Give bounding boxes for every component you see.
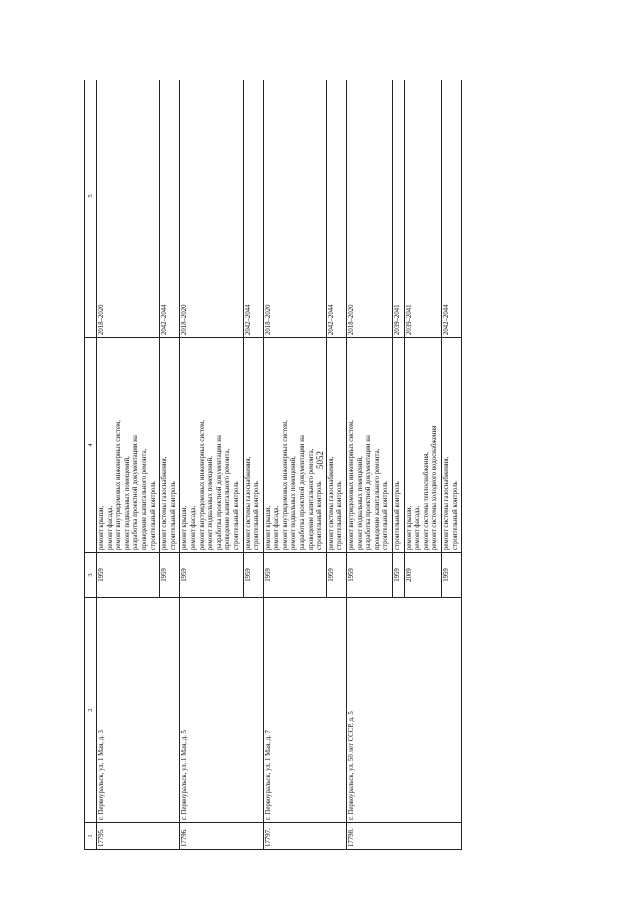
address-cell: г. Первоуральск, ул. 50 лет СССР, д. 5 <box>347 598 462 823</box>
work-item: ремонт системы газоснабжения, <box>327 456 335 550</box>
work-item: ремонт подвальных помещений, <box>207 456 215 550</box>
rotated-table-container <box>84 80 592 850</box>
work-item: ремонт крыши, <box>98 505 105 550</box>
works-cell <box>441 338 461 553</box>
period-cell: 2018–2020 <box>263 80 326 338</box>
work-item: строительный контроль <box>394 481 401 550</box>
table-body <box>97 80 462 850</box>
work-item: проведение капитального ремонта, <box>140 448 148 550</box>
work-item: ремонт внутридомовых инженерных систем, <box>198 420 206 550</box>
work-item: ремонт внутридомовых инженерных систем, <box>115 420 123 550</box>
period-cell: 2018–2020 <box>97 80 160 338</box>
work-item: ремонт фасада, <box>414 505 422 550</box>
work-item: строительный контроль <box>149 481 157 550</box>
record-number-cell: 17795. <box>97 823 180 850</box>
period-cell: 2018–2020 <box>180 80 243 338</box>
year-cell: 1959 <box>263 553 326 598</box>
year-cell: 1959 <box>97 553 160 598</box>
works-cell <box>347 338 393 553</box>
period-cell: 2042–2044 <box>326 80 346 338</box>
year-cell: 1959 <box>180 553 243 598</box>
work-item: проведение капитального ремонта, <box>307 448 315 550</box>
work-item: ремонт системы газоснабжения, <box>161 456 169 550</box>
work-item: ремонт фасада, <box>273 505 281 550</box>
address-cell: г. Первоуральск, ул. 1 Мая, д. 3 <box>97 598 180 823</box>
period-cell: 2042–2044 <box>441 80 461 338</box>
year-cell: 1959 <box>160 553 180 598</box>
work-item: строительный контроль <box>382 481 390 550</box>
work-item: строительный контроль <box>451 481 459 550</box>
period-cell: 2042–2044 <box>243 80 263 338</box>
work-item: ремонт системы холодного водоснабжения <box>431 425 439 550</box>
work-item: ремонт подвальных помещений, <box>290 456 298 550</box>
work-item: строительный контроль <box>316 481 324 550</box>
work-item: ремонт внутридомовых инженерных систем, <box>281 420 289 550</box>
work-item: строительный контроль <box>336 481 344 550</box>
work-item: проведение капитального ремонта, <box>224 448 232 550</box>
works-cell <box>180 338 243 553</box>
work-item: ремонт крыши, <box>264 505 272 550</box>
header-col-2: 2 <box>85 598 97 823</box>
rotated-table-wrapper <box>84 80 592 850</box>
work-item: ремонт фасада, <box>106 505 114 550</box>
year-cell: 1959 <box>347 553 393 598</box>
work-item: ремонт внутридомовых инженерных систем, <box>348 420 356 550</box>
record-number-cell: 17797. <box>263 823 346 850</box>
header-col-1: 1 <box>85 823 97 850</box>
address-cell: г. Первоуральск, ул. 1 Мая, д. 7 <box>263 598 346 823</box>
year-cell: 1959 <box>393 553 405 598</box>
table-row <box>180 80 243 850</box>
work-item: ремонт системы теплоснабжения, <box>422 452 430 550</box>
record-number-cell: 17798. <box>347 823 462 850</box>
work-item: разработка проектной документации на <box>215 435 223 550</box>
year-cell: 1959 <box>441 553 461 598</box>
column-number-row <box>85 80 97 850</box>
works-cell <box>97 338 160 553</box>
record-number-cell: 17796. <box>180 823 263 850</box>
works-cell <box>160 338 180 553</box>
works-cell <box>393 338 405 553</box>
work-item: ремонт фасада, <box>189 505 197 550</box>
page-number: 5052 <box>315 451 325 469</box>
works-cell <box>404 338 441 553</box>
work-item: проведение капитального ремонта, <box>373 448 381 550</box>
works-cell <box>263 338 326 553</box>
work-item: разработка проектной документации на <box>299 435 307 550</box>
work-item: ремонт системы газоснабжения, <box>442 456 450 550</box>
table-row <box>263 80 326 850</box>
work-item: ремонт крыши, <box>181 505 189 550</box>
work-item: строительный контроль <box>232 481 240 550</box>
year-cell: 1959 <box>326 553 346 598</box>
work-item: ремонт системы газоснабжения, <box>244 456 252 550</box>
year-cell: 1959 <box>243 553 263 598</box>
table-row <box>97 80 160 850</box>
period-cell: 2039–2041 <box>404 80 441 338</box>
work-item: строительный контроль <box>169 481 177 550</box>
repair-schedule-table <box>84 80 462 850</box>
header-col-4: 4 <box>85 338 97 553</box>
header-col-3: 3 <box>85 553 97 598</box>
works-cell <box>326 338 346 553</box>
period-cell: 2018–2020 <box>347 80 393 338</box>
year-cell: 2009 <box>404 553 441 598</box>
work-item: ремонт крыши, <box>405 505 413 550</box>
work-item: строительный контроль <box>253 481 261 550</box>
work-item: ремонт подвальных помещений, <box>123 456 131 550</box>
header-col-5: 5 <box>85 80 97 338</box>
work-item: разработка проектной документации на <box>365 435 373 550</box>
address-cell: г. Первоуральск, ул. 1 Мая, д. 5 <box>180 598 263 823</box>
period-cell: 2042–2044 <box>160 80 180 338</box>
works-cell <box>243 338 263 553</box>
period-cell: 2039–2041 <box>393 80 405 338</box>
work-item: ремонт подвальных помещений, <box>356 456 364 550</box>
table-row <box>347 80 393 850</box>
work-item: разработка проектной документации на <box>132 435 140 550</box>
